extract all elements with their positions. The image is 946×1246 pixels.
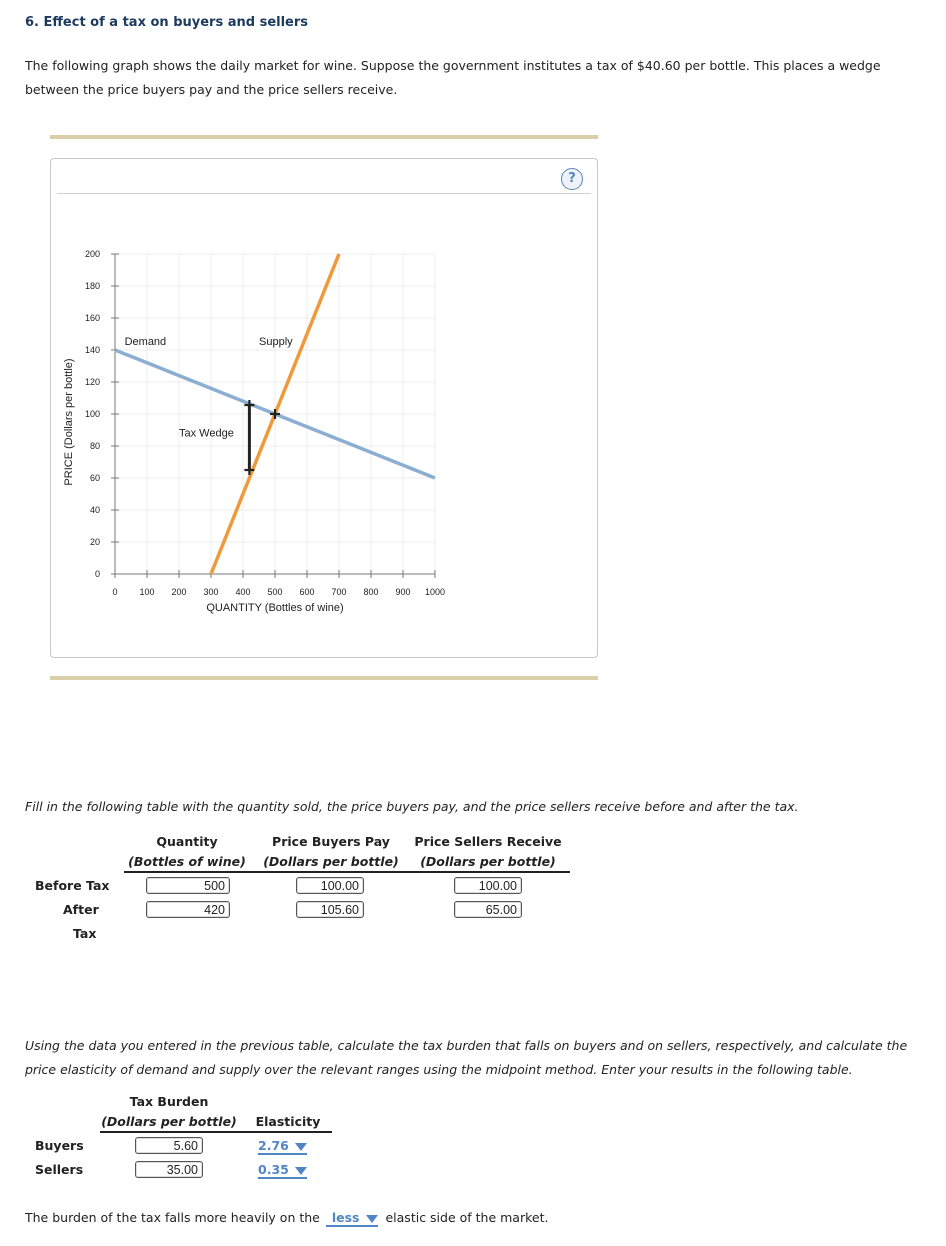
chevron-down-icon [366,1215,378,1223]
table1-instruction: Fill in the following table with the quantity sold, the price buyers pay, and the price sellers receive before and after the tax. [25,799,799,814]
after-tax-label: After [63,902,99,917]
conclusion-prefix: The burden of the tax falls more heavily on the [25,1210,320,1225]
intro-text: The following graph shows the daily market for wine. Suppose the government institutes a tax of $40.60 per bottle. This places a wedge between the price buyers pay and the price sellers receive. [25,58,881,97]
x-tick-label: 900 [395,587,411,597]
tax-burden-subheader: (Dollars per bottle) [101,1114,237,1129]
sellers-elasticity-dropdown[interactable] [258,1162,307,1179]
tax-wedge-label: Tax Wedge [179,427,234,440]
buyers-pay-subheader: (Dollars per bottle) [263,854,399,869]
supply-label: Supply [259,336,293,349]
x-tick-label: 800 [363,587,379,597]
y-tick-label: 20 [89,537,100,547]
buyers-elasticity-dropdown[interactable] [258,1138,307,1155]
y-tick-label: 200 [84,249,100,259]
x-tick-label: 300 [203,587,219,597]
sellers-burden-input[interactable]: 35.00 [135,1161,203,1178]
y-tick-label: 120 [84,377,100,387]
before-tax-label: Before Tax [35,878,110,893]
sellers-label: Sellers [35,1162,84,1177]
after-quantity-input[interactable]: 420 [146,901,230,918]
elasticity-header: Elasticity [255,1114,321,1129]
after-sellers-price-input[interactable]: 65.00 [454,901,522,918]
after-buyers-price-input[interactable]: 105.60 [296,901,364,918]
top-divider [50,135,598,139]
sellers-elasticity-value: 0.35 [258,1162,289,1177]
graph-panel [50,158,598,658]
x-tick-label: 700 [331,587,347,597]
x-tick-label: 500 [267,587,283,597]
buyers-pay-header: Price Buyers Pay [272,834,390,849]
conclusion-line [25,1210,548,1227]
sellers-receive-subheader: (Dollars per bottle) [420,854,556,869]
x-tick-label: 400 [235,587,251,597]
buyers-burden-input[interactable]: 5.60 [135,1137,203,1154]
x-tick-label: 0 [112,587,118,597]
elasticity-side-dropdown[interactable] [326,1210,378,1227]
question-title: 6. Effect of a tax on buyers and sellers [25,15,309,30]
demand-label: Demand [124,336,167,349]
chevron-down-icon [295,1167,307,1175]
supply-demand-chart[interactable] [51,159,597,657]
table1-header-rule [124,871,570,873]
elasticity-side-value: less [331,1210,360,1225]
x-tick-label: 100 [139,587,155,597]
y-tick-label: 140 [84,345,100,355]
y-axis-title: PRICE (Dollars per bottle) [63,358,75,486]
chevron-down-icon [295,1143,307,1151]
y-tick-label: 160 [84,313,100,323]
quantity-header: Quantity [156,834,218,849]
y-tick-label: 0 [94,569,100,579]
x-axis-title: QUANTITY (Bottles of wine) [206,602,344,614]
table2-instruction: Using the data you entered in the previous table, calculate the tax burden that falls on buyers and on sellers, respectively, and calculate the price elasticity of demand and supply over the relevant ranges using the midpoint method. Enter your results in the following table. [25,1038,908,1077]
quantity-subheader: (Bottles of wine) [128,854,246,869]
before-buyers-price-input[interactable]: 100.00 [296,877,364,894]
x-tick-label: 1000 [424,587,446,597]
before-sellers-price-input[interactable]: 100.00 [454,877,522,894]
buyers-label: Buyers [35,1138,84,1153]
x-tick-label: 200 [171,587,187,597]
table2-header-rule [100,1131,332,1133]
y-tick-label: 60 [89,473,100,483]
y-tick-label: 180 [84,281,100,291]
tax-burden-header: Tax Burden [129,1094,209,1109]
bottom-divider [50,676,598,680]
before-quantity-input[interactable]: 500 [146,877,230,894]
x-tick-label: 600 [299,587,315,597]
sellers-receive-header: Price Sellers Receive [414,834,562,849]
y-tick-label: 100 [84,409,100,419]
y-tick-label: 80 [89,441,100,451]
conclusion-suffix: elastic side of the market. [385,1210,549,1225]
buyers-elasticity-value: 2.76 [258,1138,289,1153]
after-tax-label-2: Tax [73,926,97,941]
help-icon[interactable]: ? [561,168,583,190]
y-tick-label: 40 [89,505,100,515]
